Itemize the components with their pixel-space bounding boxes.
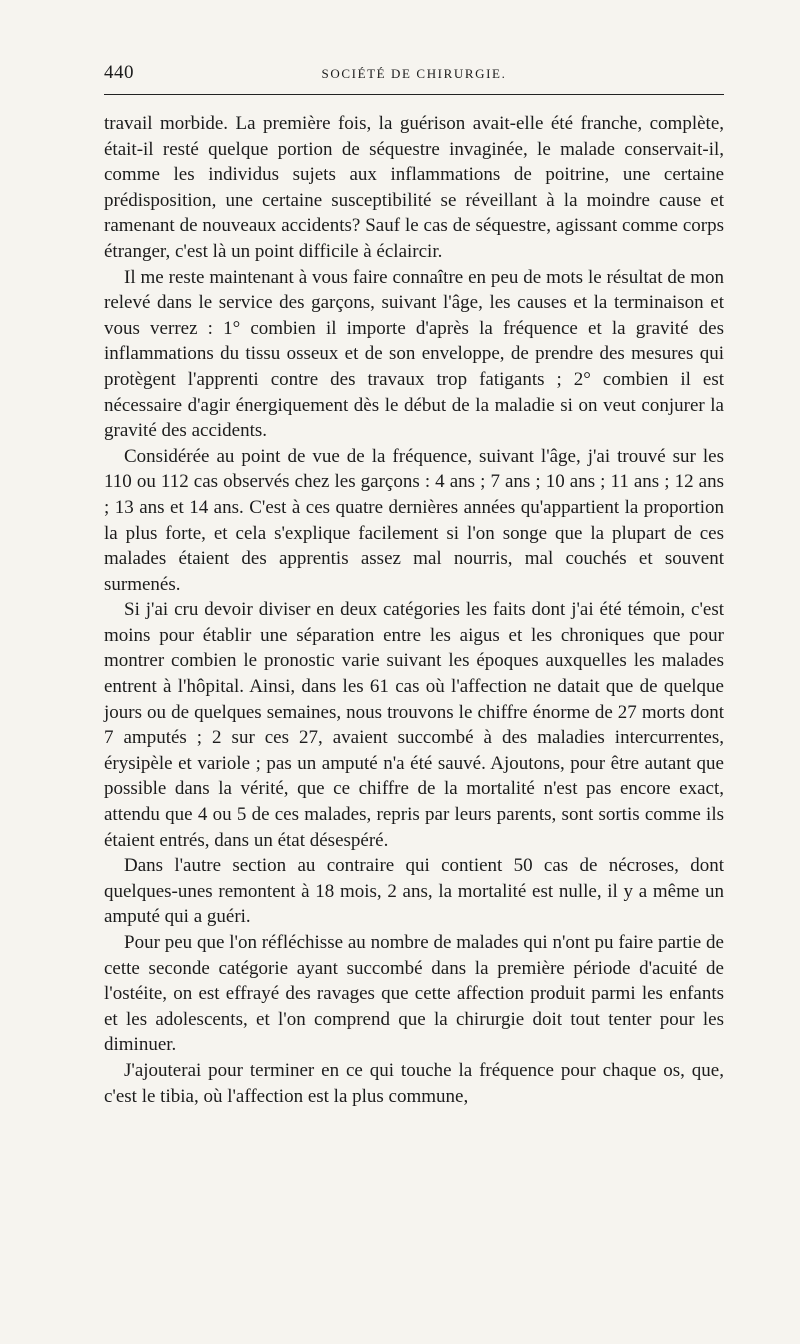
header-rule <box>104 94 724 95</box>
paragraph-categories: Si j'ai cru devoir diviser en deux catégories les faits dont j'ai été témoin, c'est moins pour établir une séparation entre les aigus et les chroniques que pour montrer combien le pronostic varie suivant les époques auxquelles les malades entrent à l'hôpital. Ainsi, dans les 61 cas où l'affection ne datait que de quelque jours ou de quelques semaines, nous trouvons le chiffre énorme de 27 morts dont 7 amputés ; 2 sur ces 27, avaient succombé à des maladies intercurrentes, érysipèle et variole ; pas un amputé n'a été sauvé. Ajoutons, pour être autant que possible dans la vérité, que ce chiffre de la mortalité n'est pas encore exact, attendu que 4 ou 5 de ces malades, repris par leurs parents, sont sortis comme ils étaient entrés, dans un état désespéré. <box>104 599 724 851</box>
paragraph-autre-section: Dans l'autre section au contraire qui contient 50 cas de nécroses, dont quelques-unes remontent à 18 mois, 2 ans, la mortalité est nulle, il y a même un amputé qui a guéri. <box>104 855 724 928</box>
paragraph-frequence-age: Considérée au point de vue de la fréquence, suivant l'âge, j'ai trouvé sur les 110 ou 112 cas observés chez les garçons : 4 ans ; 7 ans ; 10 ans ; 11 ans ; 12 ans ; 13 ans et 14 ans. C'est à ces quatre dernières années qu'appartient la proportion la plus forte, et cela s'explique facilement si l'on songe que la plupart de ces malades étaient des apprentis assez mal nourris, mal couchés et souvent surmenés. <box>104 445 724 595</box>
paragraph-tibia: J'ajouterai pour terminer en ce qui touche la fréquence pour chaque os, que, c'est le tibia, où l'affection est la plus commune, <box>104 1059 724 1107</box>
page-number: 440 <box>104 62 134 83</box>
paragraph-reflexion: Pour peu que l'on réfléchisse au nombre de malades qui n'ont pu faire partie de cette seconde catégorie ayant succombé dans la première période d'acuité de l'ostéite, on est effrayé des ravages que cette affection produit parmi les enfants et les adolescents, et l'on comprend que la chirurgie doit tout tenter pour les diminuer. <box>104 932 724 1056</box>
paragraph-releve: Il me reste maintenant à vous faire connaître en peu de mots le résultat de mon relevé dans le service des garçons, suivant l'âge, les causes et la terminaison et vous verrez : 1° combien il importe d'après la fréquence et la gravité des inflammations du tissu osseux et de son enveloppe, de prendre des mesures qui protègent l'apprenti contre des travaux trop fatigants ; 2° combien il est nécessaire d'agir énergiquement dès le début de la maladie si on veut conjurer la gravité des accidents. <box>104 266 724 442</box>
book-page <box>104 60 724 1109</box>
running-title: SOCIÉTÉ DE CHIRURGIE. <box>321 66 507 81</box>
paragraph-continuation: travail morbide. La première fois, la guérison avait-elle été franche, complète, était-il resté quelque portion de séquestre invaginée, le malade conservait-il, comme les individus sujets aux inflammations de poitrine, une certaine prédisposition, une certaine susceptibilité se réveillant à la moindre cause et ramenant de nouveaux accidents? Sauf le cas de séquestre, agissant comme corps étranger, c'est là un point difficile à éclaircir. <box>104 113 724 262</box>
body-text <box>104 111 724 1109</box>
running-header <box>104 60 724 88</box>
